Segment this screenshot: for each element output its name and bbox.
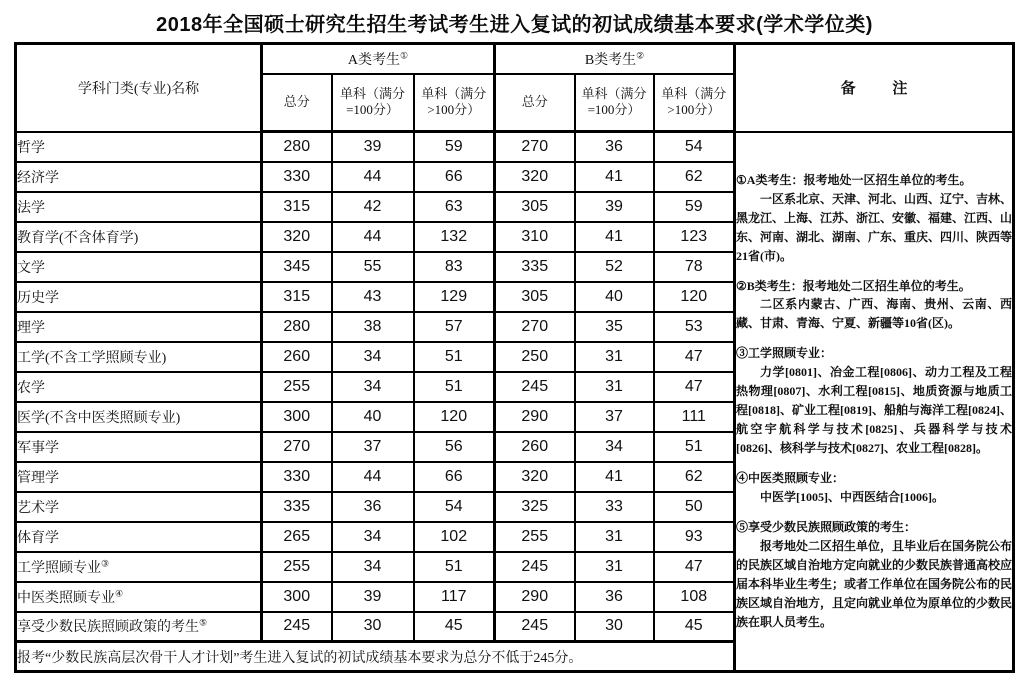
remark-note-body: 一区系北京、天津、河北、山西、辽宁、吉林、黑龙江、上海、江苏、浙江、安徽、福建、江西、山东、河南、湖北、湖南、广东、重庆、四川、陕西等21省(市)。 (736, 191, 1013, 263)
score-b-single100plus: 47 (654, 372, 735, 402)
remark-note-minority (736, 518, 1012, 632)
score-b-single100plus: 111 (654, 402, 735, 432)
subject-name: 经济学 (17, 170, 59, 186)
score-b-single100: 34 (575, 432, 654, 462)
score-b-single100plus: 50 (654, 492, 735, 522)
table-body (16, 132, 1014, 672)
remark-note-head: ④中医类照顾专业： (736, 471, 845, 486)
score-b-single100plus: 108 (654, 582, 735, 612)
footnote-ref: ③ (101, 557, 110, 568)
score-b-total: 305 (495, 192, 575, 222)
score-a-single100: 34 (332, 522, 414, 552)
score-b-total: 270 (495, 132, 575, 162)
subject-name: 中医类照顾专业 (17, 590, 115, 606)
score-b-total: 325 (495, 492, 575, 522)
score-b-single100: 31 (575, 372, 654, 402)
score-a-total: 330 (262, 462, 332, 492)
remark-note-body: 中医学[1005]、中西医结合[1006]。 (760, 490, 945, 505)
score-b-total: 290 (495, 402, 575, 432)
score-b-total: 320 (495, 162, 575, 192)
subject-name: 理学 (17, 320, 45, 336)
score-a-single100: 38 (332, 312, 414, 342)
subject-name: 文学 (17, 260, 45, 276)
footnote-ref-2: ② (636, 50, 645, 61)
remark-note-head: ⑤享受少数民族照顾政策的考生： (736, 520, 917, 535)
subject-name-cell (16, 252, 262, 282)
score-a-single100plus: 129 (414, 282, 495, 312)
subject-name: 教育学(不含体育学) (17, 230, 139, 246)
subject-name: 历史学 (17, 290, 59, 306)
remark-note-body: 报考地处二区招生单位，且毕业后在国务院公布的民族区域自治地方定向就业的少数民族普通高校应届本科毕业生考生；或者工作单位在国务院公布的民族区域自治地方，且定向就业单位为原单位的少数民族在职人员考生。 (736, 538, 1013, 629)
subject-name: 工学(不含工学照顾专业) (17, 350, 167, 366)
remark-note-body: 力学[0801]、冶金工程[0806]、动力工程及工程热物理[0807]、水利工程[0815]、地质资源与地质工程[0818]、矿业工程[0819]、船舶与海洋工程[0824]、航空宇航科学与技术[0825]、兵器科学与技术[0826]、核科学与技术[0827]、农业工程[0828]。 (736, 365, 1013, 456)
subject-name: 医学(不含中医类照顾专业) (17, 410, 181, 426)
score-b-single100: 35 (575, 312, 654, 342)
subject-name: 享受少数民族照顾政策的考生 (17, 620, 199, 636)
subject-name-cell (16, 312, 262, 342)
score-b-single100: 36 (575, 582, 654, 612)
score-a-single100: 40 (332, 402, 414, 432)
subject-name-cell (16, 162, 262, 192)
score-b-single100plus: 62 (654, 462, 735, 492)
score-a-total: 280 (262, 312, 332, 342)
score-a-single100plus: 51 (414, 552, 495, 582)
score-b-single100plus: 53 (654, 312, 735, 342)
footnote-ref: ⑤ (199, 617, 208, 628)
score-b-total: 270 (495, 312, 575, 342)
subject-name: 哲学 (17, 140, 45, 156)
group-header-row (16, 44, 1014, 74)
score-a-total: 315 (262, 192, 332, 222)
subject-name-cell (16, 132, 262, 162)
score-a-total: 265 (262, 522, 332, 552)
score-b-single100: 31 (575, 342, 654, 372)
score-a-total: 315 (262, 282, 332, 312)
score-table (14, 42, 1015, 673)
subject-name-cell (16, 372, 262, 402)
footnote-ref: ④ (115, 587, 124, 598)
score-a-single100plus: 132 (414, 222, 495, 252)
subject-name-cell (16, 582, 262, 612)
score-a-single100plus: 57 (414, 312, 495, 342)
score-b-total: 245 (495, 612, 575, 642)
score-b-single100: 33 (575, 492, 654, 522)
score-b-total: 305 (495, 282, 575, 312)
score-b-single100plus: 47 (654, 552, 735, 582)
score-a-single100plus: 102 (414, 522, 495, 552)
score-a-single100plus: 51 (414, 372, 495, 402)
score-a-total: 255 (262, 552, 332, 582)
remark-note-head: ②B类考生：报考地处二区招生单位的考生。 (736, 278, 971, 293)
score-a-single100plus: 63 (414, 192, 495, 222)
score-b-single100: 30 (575, 612, 654, 642)
score-b-single100plus: 62 (654, 162, 735, 192)
score-a-single100: 43 (332, 282, 414, 312)
score-a-single100: 37 (332, 432, 414, 462)
score-b-single100plus: 120 (654, 282, 735, 312)
subject-name: 工学照顾专业 (17, 560, 101, 576)
score-a-single100plus: 56 (414, 432, 495, 462)
subject-name: 军事学 (17, 440, 59, 456)
footnote-ref-1: ① (400, 50, 409, 61)
score-a-single100: 44 (332, 222, 414, 252)
score-a-single100plus: 83 (414, 252, 495, 282)
table-row (16, 132, 1014, 162)
score-b-single100plus: 78 (654, 252, 735, 282)
score-b-total: 250 (495, 342, 575, 372)
subject-name-cell (16, 222, 262, 252)
subject-name-cell (16, 522, 262, 552)
score-a-total: 300 (262, 582, 332, 612)
score-b-single100: 37 (575, 402, 654, 432)
score-a-single100: 42 (332, 192, 414, 222)
column-header-group-b: B类考生② (495, 44, 735, 74)
subject-name-cell (16, 192, 262, 222)
remark-note-body: 二区系内蒙古、广西、海南、贵州、云南、西藏、甘肃、青海、宁夏、新疆等10省(区)。 (736, 297, 1013, 331)
score-table-container (14, 42, 1015, 673)
score-a-single100: 34 (332, 552, 414, 582)
table-header (16, 44, 1014, 132)
remark-note-b (736, 277, 1012, 334)
subject-name: 艺术学 (17, 500, 59, 516)
subject-name: 法学 (17, 200, 45, 216)
score-a-total: 270 (262, 432, 332, 462)
score-a-single100plus: 117 (414, 582, 495, 612)
subject-name-cell (16, 612, 262, 642)
score-a-total: 255 (262, 372, 332, 402)
remark-note-a (736, 171, 1012, 266)
subject-name-cell (16, 342, 262, 372)
score-b-single100: 31 (575, 552, 654, 582)
score-b-total: 255 (495, 522, 575, 552)
subject-name-cell (16, 492, 262, 522)
score-b-total: 335 (495, 252, 575, 282)
subject-name: 体育学 (17, 530, 59, 546)
score-a-single100plus: 120 (414, 402, 495, 432)
column-header-subject: 学科门类(专业)名称 (16, 44, 262, 132)
score-a-single100: 34 (332, 342, 414, 372)
subject-name-cell (16, 432, 262, 462)
score-a-single100: 34 (332, 372, 414, 402)
score-b-total: 245 (495, 552, 575, 582)
score-b-single100: 52 (575, 252, 654, 282)
column-header-a-single100plus: 单科（满分 >100分） (414, 74, 495, 132)
subject-name-cell (16, 462, 262, 492)
score-a-total: 260 (262, 342, 332, 372)
remark-note-head: ①A类考生：报考地处一区招生单位的考生。 (736, 172, 972, 187)
score-a-total: 245 (262, 612, 332, 642)
subject-name: 管理学 (17, 470, 59, 486)
score-a-total: 280 (262, 132, 332, 162)
subject-name-cell (16, 402, 262, 432)
page-title: 2018年全国硕士研究生招生考试考生进入复试的初试成绩基本要求(学术学位类) (156, 14, 873, 36)
score-a-total: 320 (262, 222, 332, 252)
score-b-single100plus: 93 (654, 522, 735, 552)
score-a-single100plus: 51 (414, 342, 495, 372)
score-b-total: 245 (495, 372, 575, 402)
footer-note: 报考“少数民族高层次骨干人才计划”考生进入复试的初试成绩基本要求为总分不低于245分。 (16, 642, 735, 672)
score-a-single100: 39 (332, 132, 414, 162)
score-a-single100plus: 45 (414, 612, 495, 642)
subject-name: 农学 (17, 380, 45, 396)
column-header-a-total: 总分 (262, 74, 332, 132)
score-a-single100plus: 59 (414, 132, 495, 162)
column-header-remarks: 备 注 (735, 44, 1014, 132)
score-b-total: 290 (495, 582, 575, 612)
score-b-single100: 31 (575, 522, 654, 552)
score-a-total: 330 (262, 162, 332, 192)
column-header-group-a: A类考生① (262, 44, 495, 74)
score-a-single100plus: 66 (414, 462, 495, 492)
score-a-total: 335 (262, 492, 332, 522)
score-b-single100plus: 54 (654, 132, 735, 162)
score-b-total: 260 (495, 432, 575, 462)
score-b-single100: 36 (575, 132, 654, 162)
score-b-single100plus: 47 (654, 342, 735, 372)
score-a-single100: 39 (332, 582, 414, 612)
remark-note-eng (736, 344, 1012, 458)
column-header-a-single100: 单科（满分 =100分） (332, 74, 414, 132)
score-b-single100: 40 (575, 282, 654, 312)
score-b-total: 320 (495, 462, 575, 492)
score-b-single100plus: 45 (654, 612, 735, 642)
score-b-single100: 41 (575, 222, 654, 252)
score-a-total: 345 (262, 252, 332, 282)
score-a-single100: 30 (332, 612, 414, 642)
column-header-b-total: 总分 (495, 74, 575, 132)
remark-note-head: ③工学照顾专业： (736, 346, 833, 361)
score-a-single100: 55 (332, 252, 414, 282)
score-b-single100: 39 (575, 192, 654, 222)
score-b-single100plus: 59 (654, 192, 735, 222)
column-header-b-single100plus: 单科（满分 >100分） (654, 74, 735, 132)
score-b-single100: 41 (575, 462, 654, 492)
remarks-cell (735, 132, 1014, 672)
score-a-total: 300 (262, 402, 332, 432)
score-a-single100plus: 54 (414, 492, 495, 522)
score-b-single100: 41 (575, 162, 654, 192)
subject-name-cell (16, 282, 262, 312)
subject-name-cell (16, 552, 262, 582)
remark-note-tcm (736, 469, 1012, 507)
score-b-total: 310 (495, 222, 575, 252)
score-b-single100plus: 51 (654, 432, 735, 462)
score-a-single100: 44 (332, 162, 414, 192)
score-a-single100plus: 66 (414, 162, 495, 192)
score-b-single100plus: 123 (654, 222, 735, 252)
score-a-single100: 36 (332, 492, 414, 522)
score-a-single100: 44 (332, 462, 414, 492)
column-header-b-single100: 单科（满分 =100分） (575, 74, 654, 132)
